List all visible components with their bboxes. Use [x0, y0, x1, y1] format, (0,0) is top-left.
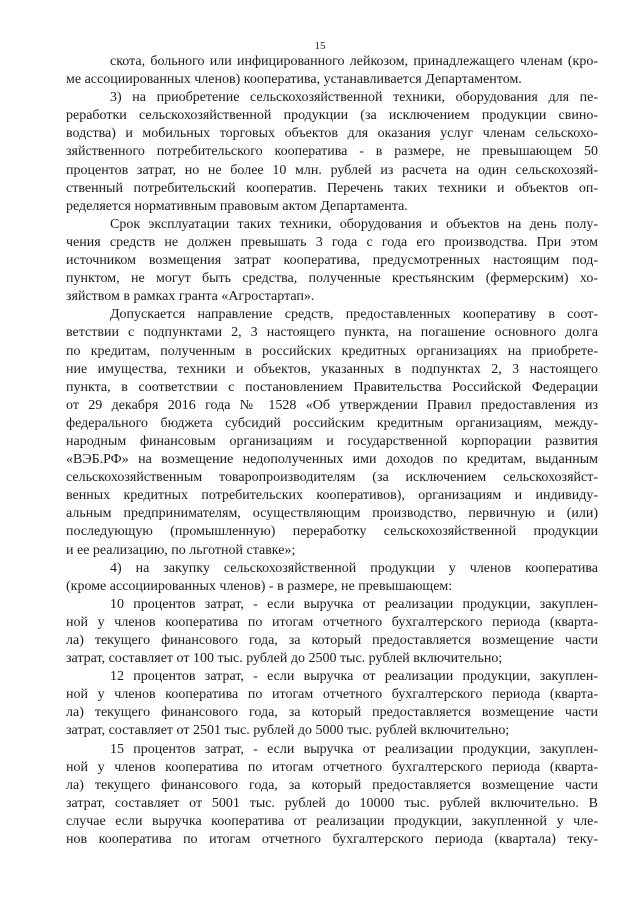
text-line: ной у членов кооператива по итогам отчетного бухгалтерского периода (кварта-: [66, 759, 598, 775]
paragraph: [66, 53, 598, 89]
text-line: 3) на приобретение сельскохозяйственной техники, оборудования для пе-: [110, 90, 598, 106]
text-line: зяйством в рамках гранта «Агростартап».: [66, 289, 315, 305]
text-line: случае если выручка кооператива от реализации продукции, закупленной у чле-: [66, 813, 598, 829]
text-line: источником возмещения затрат кооператива, предусмотренных настоящим под-: [66, 253, 598, 269]
text-line: от 29 декабря 2016 года № 1528 «Об утверждении Правил предоставления из: [66, 397, 598, 413]
text-line: ственный потребительский кооператив. Перечень таких техники и объектов оп-: [66, 180, 598, 196]
text-line: ла) текущего финансового года, за который предоставляется возмещение части: [66, 633, 598, 648]
text-line: скота, больного или инфицированного лейкозом, принадлежащего членам (кро-: [110, 54, 598, 69]
text-line: ной у членов кооператива по итогам отчетного бухгалтерского периода (кварта-: [66, 687, 598, 703]
text-line: процентов затрат, но не более 10 млн. рублей из расчета на один сельскохозяй-: [66, 162, 598, 178]
text-line: ла) текущего финансового года, за который предоставляется возмещение части: [66, 705, 598, 721]
paragraph: [66, 560, 598, 596]
page-number: 15: [314, 40, 326, 52]
text-line: затрат, составляет от 2501 тыс. рублей до 5000 тыс. рублей включительно;: [66, 723, 510, 739]
text-line: затрат, составляет от 100 тыс. рублей до 2500 тыс. рублей включительно;: [66, 651, 503, 667]
text-line: сельскохозяйственным товаропроизводителям (за исключением сельскохозяйст-: [66, 470, 598, 486]
text-line: федерального бюджета субсидий российским кредитным организациям, между-: [66, 415, 598, 431]
text-line: реработки сельскохозяйственной продукции (за исключением продукции свино-: [66, 108, 598, 124]
text-line: ние имущества, техники и объектов, указанных в подпунктах 2, 3 настоящего: [66, 361, 598, 377]
text-line: венных кредитных потребительских кооперативов), организациям и индивиду-: [66, 488, 598, 504]
paragraph: [66, 306, 598, 559]
text-line: народным финансовым организациям и государственной корпорации развития: [66, 433, 598, 449]
text-line: пункта, в соответствии с постановлением Правительства Российской Федерации: [66, 379, 598, 395]
paragraph: [66, 89, 598, 216]
paragraph: [66, 668, 598, 740]
text-line: ме ассоциированных членов) кооператива, устанавливается Департаментом.: [66, 72, 522, 88]
paragraph: [66, 596, 598, 668]
text-line: нов кооператива по итогам отчетного бухгалтерского периода (квартала) теку-: [66, 832, 598, 848]
text-line: альным предпринимателям, осуществляющим производство, первичную и (или): [66, 506, 598, 522]
text-line: водства) и мобильных торговых объектов для оказания услуг членам сельскохо-: [66, 126, 598, 142]
text-line: ределяется нормативным правовым актом Департамента.: [66, 198, 408, 214]
text-line: 4) на закупку сельскохозяйственной продукции у членов кооператива: [110, 560, 598, 576]
text-line: ветствии с подпунктами 2, 3 настоящего пункта, на погашение основного долга: [66, 325, 598, 341]
text-line: Срок эксплуатации таких техники, оборудования и объектов на день полу-: [110, 216, 598, 232]
text-line: последующую (промышленную) переработку сельскохозяйственной продукции: [66, 524, 598, 540]
text-line: (кроме ассоциированных членов) - в размере, не превышающем:: [66, 578, 453, 594]
text-line: зяйственного потребительского кооператива - в размере, не превышающем 50: [66, 144, 598, 160]
text-line: по кредитам, полученным в российских кредитных организациях на приобрете-: [66, 343, 598, 359]
text-line: Допускается направление средств, предоставленных кооперативу в соот-: [110, 307, 598, 323]
text-line: затрат, составляет от 5001 тыс. рублей до 10000 тыс. рублей включительно. В: [66, 795, 598, 811]
text-line: 15 процентов затрат, - если выручка от реализации продукции, закуплен-: [110, 741, 598, 757]
text-line: чения средств не должен превышать 3 года с года его производства. При этом: [66, 234, 598, 250]
text-line: 12 процентов затрат, - если выручка от реализации продукции, закуплен-: [110, 669, 598, 685]
document-text: [66, 53, 598, 849]
text-line: и ее реализацию, по льготной ставке»;: [66, 542, 296, 558]
text-line: «ВЭБ.РФ» на возмещение недополученных ими доходов по кредитам, выданным: [66, 452, 598, 468]
text-line: пунктом, не могут быть средства, полученные крестьянским (фермерским) хо-: [66, 271, 598, 287]
paragraph: [66, 216, 598, 306]
text-line: 10 процентов затрат, - если выручка от реализации продукции, закуплен-: [110, 596, 598, 612]
text-line: ла) текущего финансового года, за который предоставляется возмещение части: [66, 777, 598, 793]
paragraph: [66, 741, 598, 850]
text-line: ной у членов кооператива по итогам отчетного бухгалтерского периода (кварта-: [66, 614, 598, 630]
